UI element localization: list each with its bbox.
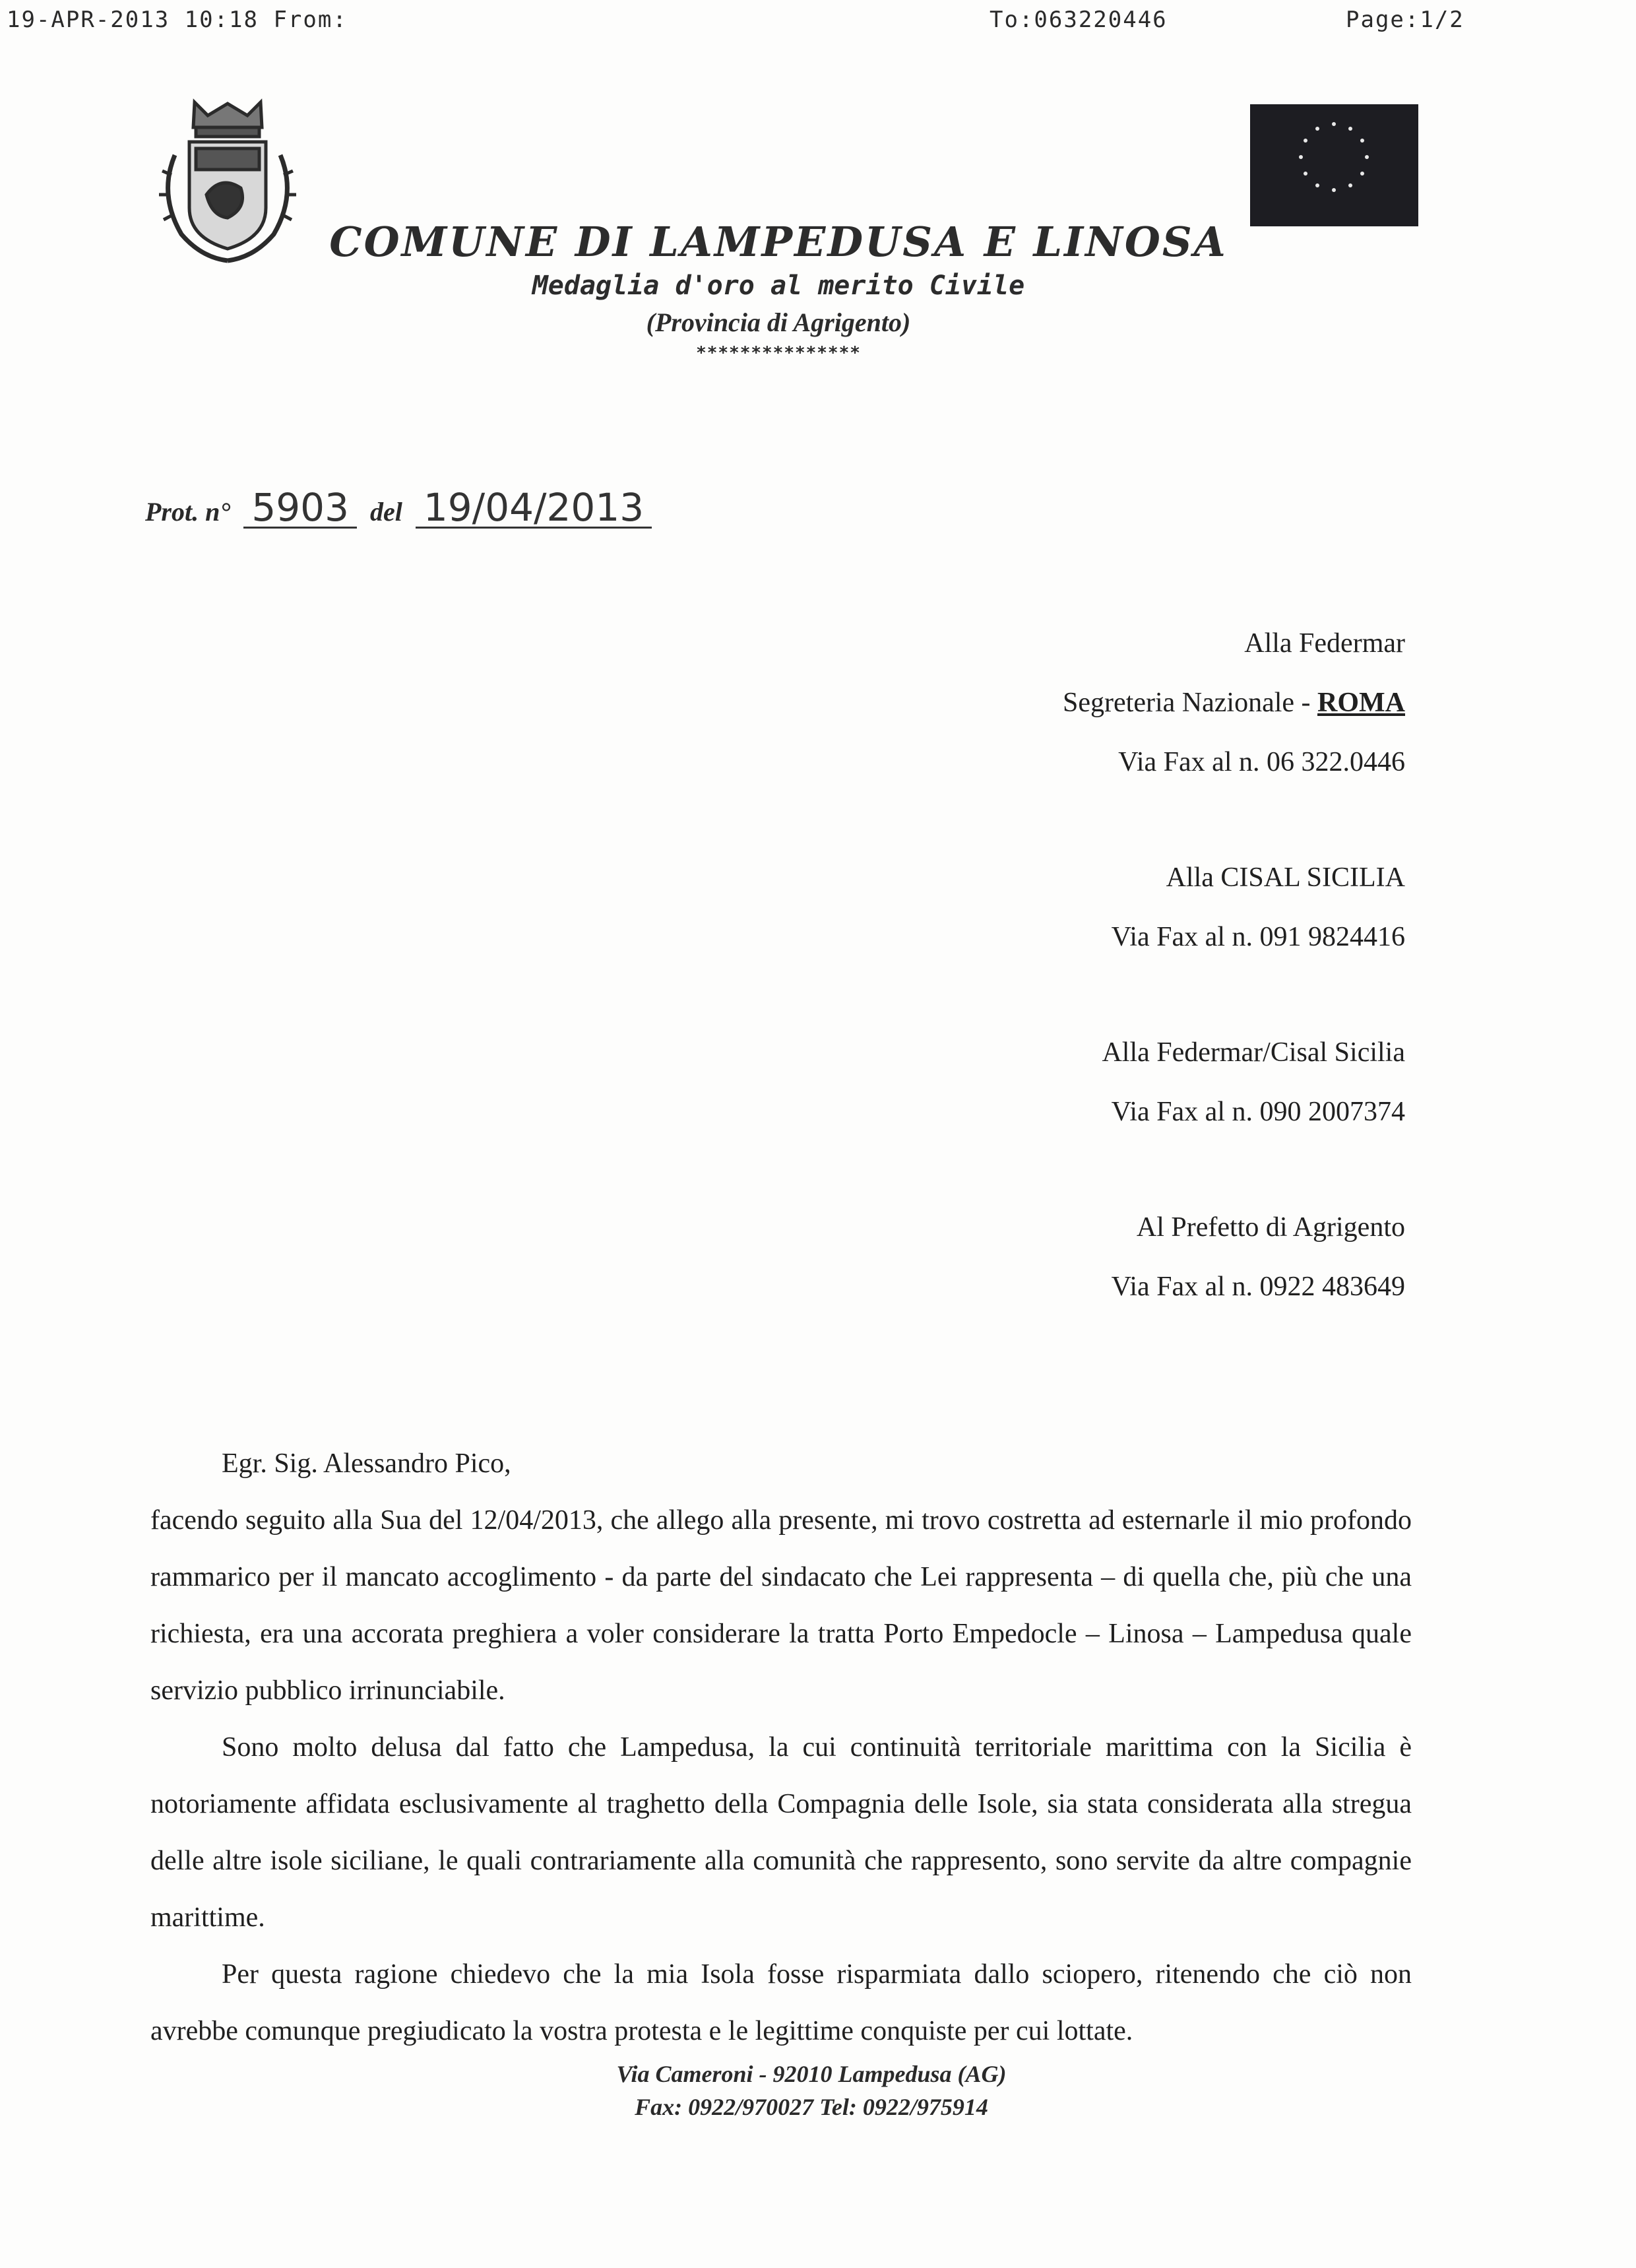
footer-address: Via Cameroni - 92010 Lampedusa (AG) bbox=[616, 2061, 1007, 2087]
recipient-line-text: Segreteria Nazionale - bbox=[1063, 688, 1318, 718]
fax-header-page: Page:1/2 bbox=[1346, 7, 1464, 33]
organization-province: (Provincia di Agrigento) bbox=[646, 308, 911, 337]
protocol-number: 5903 bbox=[243, 488, 357, 529]
recipient-line: Al Prefetto di Agrigento bbox=[1136, 1212, 1405, 1243]
fax-header-sender: 19-APR-2013 10:18 From: bbox=[7, 7, 348, 33]
protocol-line bbox=[139, 485, 652, 530]
recipient-line: Alla Federmar/Cisal Sicilia bbox=[1102, 1037, 1405, 1068]
letter-body bbox=[150, 1435, 1412, 2059]
recipient-fax: Via Fax al n. 06 322.0446 bbox=[1118, 747, 1405, 777]
salutation: Egr. Sig. Alessandro Pico, bbox=[222, 1448, 511, 1479]
organization-subtitle: Medaglia d'oro al merito Civile bbox=[532, 271, 1025, 301]
eu-flag-icon bbox=[1250, 104, 1418, 226]
recipients-block bbox=[679, 614, 1405, 1316]
protocol-date-label: del bbox=[369, 497, 402, 527]
protocol-date: 19/04/2013 bbox=[416, 488, 652, 529]
letterhead-separator: *************** bbox=[696, 343, 861, 363]
recipient-fax: Via Fax al n. 091 9824416 bbox=[1111, 922, 1405, 952]
body-paragraph: Per questa ragione chiedevo che la mia Isola fosse risparmiata dallo sciopero, ritenendo che ciò non avrebbe comunque pregiudicato la vostra protesta e le legittime conquiste per cui lottate. bbox=[150, 1959, 1412, 2046]
organization-name: COMUNE DI LAMPEDUSA E LINOSA bbox=[329, 218, 1228, 266]
municipal-crest-icon bbox=[148, 96, 307, 267]
fax-header-recipient: To:063220446 bbox=[990, 7, 1168, 33]
recipient-city: ROMA bbox=[1317, 688, 1405, 718]
recipient-line: Alla Federmar bbox=[1244, 628, 1405, 659]
recipient-line: Alla CISAL SICILIA bbox=[1166, 862, 1405, 893]
body-paragraph: facendo seguito alla Sua del 12/04/2013, che allego alla presente, mi trovo costretta ad esternarle il mio profondo rammarico per il mancato accoglimento - da parte del sindacato che Lei rappresenta – di quella che, più che una richiesta, era una accorata preghiera a voler considerare la tratta Porto Empedocle – Linosa – Lampedusa quale servizio pubblico irrinunciabile. bbox=[150, 1505, 1412, 1706]
footer-contacts: Fax: 0922/970027 Tel: 0922/975914 bbox=[635, 2094, 988, 2120]
recipient-fax: Via Fax al n. 0922 483649 bbox=[1111, 1272, 1405, 1302]
body-paragraph: Sono molto delusa dal fatto che Lampedusa, la cui continuità territoriale marittima con la Sicilia è notoriamente affidata esclusivamente al traghetto della Compagnia delle Isole, sia stata considerata alla stregua delle altre isole siciliane, le quali contrariamente alla comunità che rappresento, sono servite da altre compagnie marittime. bbox=[150, 1732, 1412, 1933]
recipient-line bbox=[679, 673, 1405, 732]
protocol-label: Prot. n° bbox=[145, 497, 231, 527]
recipient-fax: Via Fax al n. 090 2007374 bbox=[1111, 1097, 1405, 1127]
